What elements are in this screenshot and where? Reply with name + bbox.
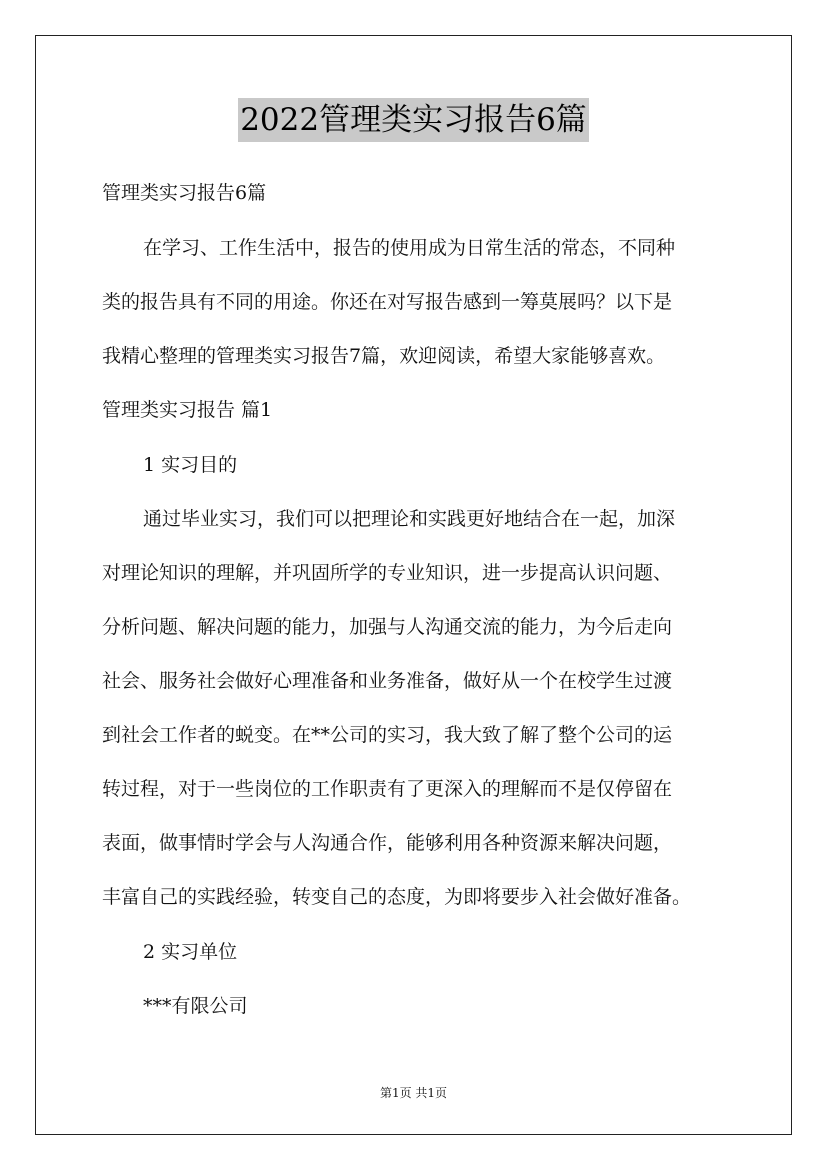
body-line-6: 转过程，对于一些岗位的工作职责有了更深入的理解而不是仅停留在	[102, 778, 673, 800]
item2-heading: 2 实习单位	[143, 941, 238, 963]
body-line-7: 表面，做事情时学会与人沟通合作，能够利用各种资源来解决问题，	[102, 832, 673, 854]
page-footer: 第1页 共1页	[379, 1086, 448, 1100]
company-name: ***有限公司	[143, 995, 248, 1017]
intro-line-1: 在学习、工作生活中，报告的使用成为日常生活的常态，不同种	[143, 237, 676, 259]
body-line-1: 通过毕业实习，我们可以把理论和实践更好地结合在一起，加深	[143, 508, 676, 530]
body-line-4: 社会、服务社会做好心理准备和业务准备，做好从一个在校学生过渡	[102, 670, 673, 692]
item1-heading: 1 实习目的	[143, 454, 238, 476]
subtitle: 管理类实习报告6篇	[102, 182, 267, 204]
body-line-5: 到社会工作者的蜕变。在**公司的实习，我大致了解了整个公司的运	[102, 724, 673, 746]
intro-line-3: 我精心整理的管理类实习报告7篇，欢迎阅读，希望大家能够喜欢。	[102, 345, 666, 367]
document-title: 2022管理类实习报告6篇	[238, 98, 589, 142]
body-line-8: 丰富自己的实践经验，转变自己的态度，为即将要步入社会做好准备。	[102, 886, 692, 908]
section-heading: 管理类实习报告 篇1	[102, 399, 273, 421]
body-line-3: 分析问题、解决问题的能力，加强与人沟通交流的能力，为今后走向	[102, 616, 673, 638]
intro-line-2: 类的报告具有不同的用途。你还在对写报告感到一筹莫展吗？以下是	[102, 291, 673, 313]
body-line-2: 对理论知识的理解，并巩固所学的专业知识，进一步提高认识问题、	[102, 562, 673, 584]
title-container	[0, 98, 827, 142]
